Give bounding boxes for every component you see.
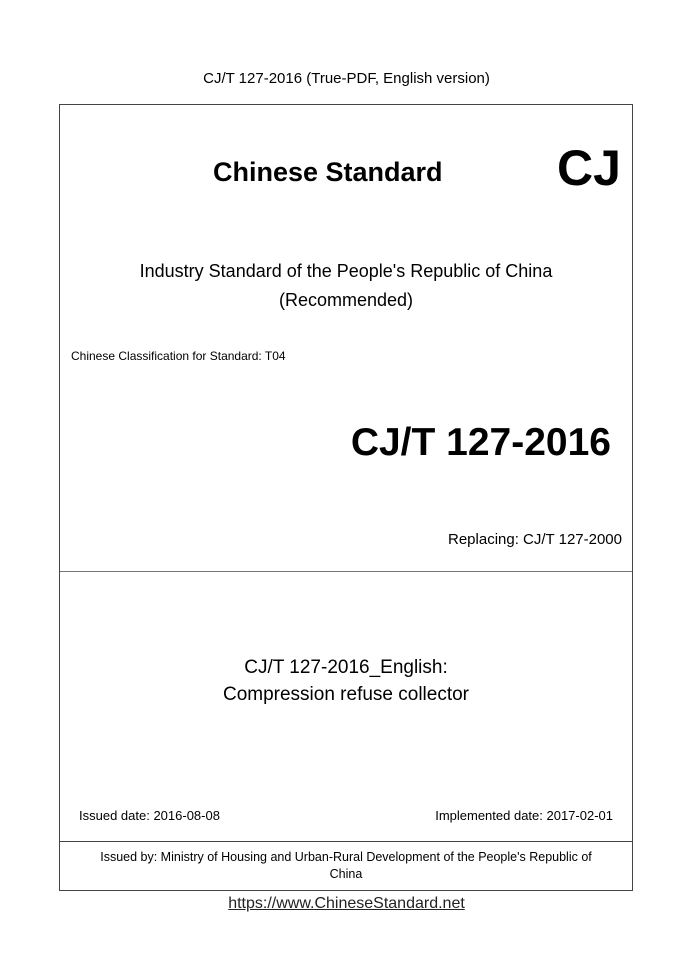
classification-label: Chinese Classification for Standard: T04: [71, 349, 286, 363]
issued-date: Issued date: 2016-08-08: [79, 808, 220, 823]
cover-title: Chinese Standard: [213, 157, 443, 187]
document-header: CJ/T 127-2016 (True-PDF, English version): [203, 70, 490, 87]
standard-mark: CJ: [557, 140, 621, 196]
industry-line-2: (Recommended): [278, 290, 414, 310]
website-link[interactable]: https://www.ChineseStandard.net: [228, 895, 465, 912]
english-title-line-1: CJ/T 127-2016_English:: [244, 657, 448, 678]
industry-line-1: Industry Standard of the People's Republic of China: [139, 261, 553, 281]
standard-number: CJ/T 127-2016: [350, 421, 611, 464]
cover-issuer-section: [60, 842, 632, 890]
cover-top-section: [60, 105, 632, 572]
replacing-label: Replacing: CJ/T 127-2000: [448, 531, 622, 548]
industry-standard-label: [60, 257, 632, 315]
issued-by-line-2: China: [329, 867, 363, 881]
issued-by: [60, 849, 632, 883]
english-title: [60, 654, 632, 708]
issued-by-line-1: Issued by: Ministry of Housing and Urban-Rural Development of the People's Republic of: [100, 850, 592, 864]
implemented-date: Implemented date: 2017-02-01: [435, 808, 613, 823]
cover-middle-section: [60, 572, 632, 842]
english-title-line-2: Compression refuse collector: [222, 684, 470, 705]
cover-frame: [59, 104, 633, 891]
